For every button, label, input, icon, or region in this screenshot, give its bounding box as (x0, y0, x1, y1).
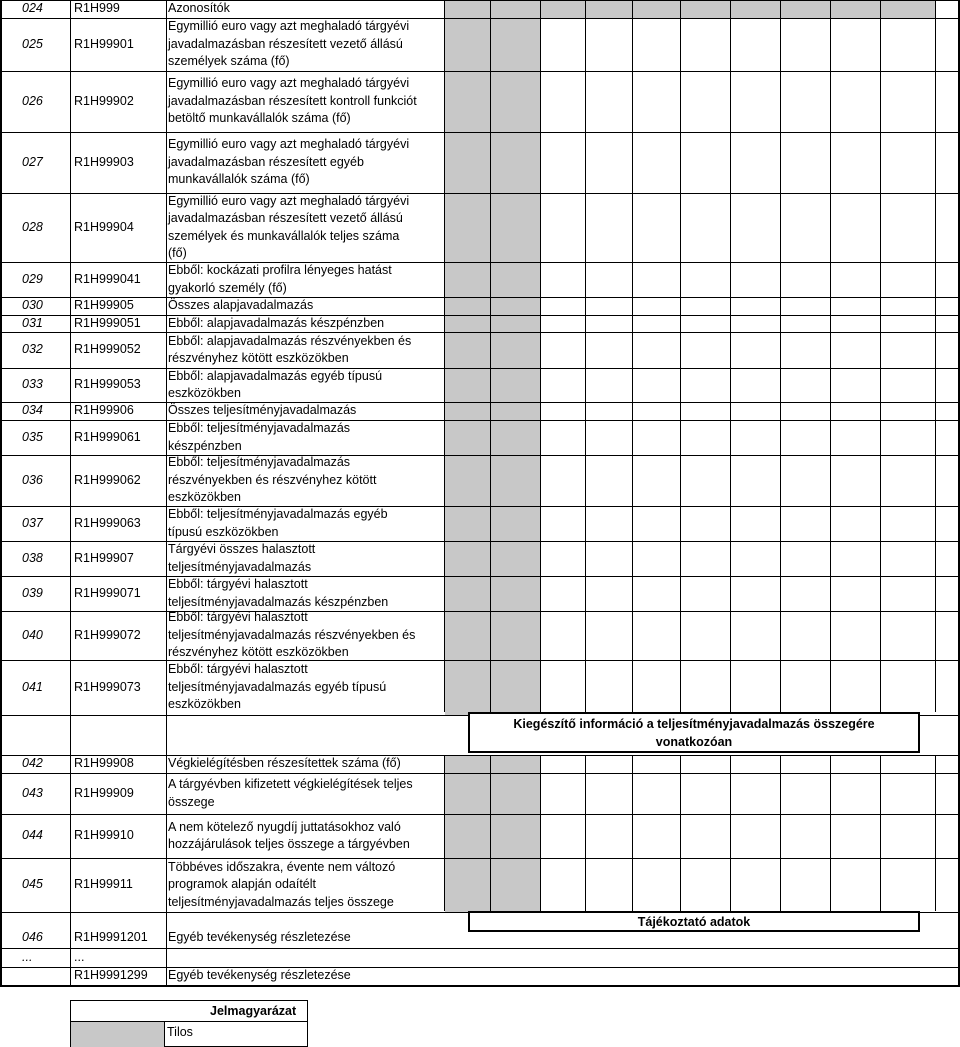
row-description: személyek és munkavállalók teljes száma (168, 228, 400, 243)
row-number: 045 (22, 877, 43, 891)
row-number: 031 (22, 315, 43, 330)
locked-cell (491, 133, 540, 193)
row-code: R1H99911 (74, 877, 133, 891)
row-description: Végkielégítésben részesítettek száma (fő) (168, 756, 401, 771)
row-code: R1H999071 (74, 585, 141, 600)
row-number: 037 (22, 515, 43, 530)
locked-cell (491, 577, 540, 611)
row-description: gyakorló személy (fő) (168, 280, 287, 295)
row-number: 027 (22, 154, 43, 169)
locked-cell (491, 774, 540, 814)
supplementary-info-box (468, 712, 920, 753)
row-description: Ebből: tárgyévi halasztott (168, 610, 308, 625)
column-border (166, 0, 167, 985)
column-border (632, 755, 633, 911)
locked-cell (491, 369, 540, 402)
row-description: Egyéb tevékenység részletezése (168, 968, 351, 983)
locked-cell (445, 298, 490, 315)
row-number: 043 (22, 785, 43, 800)
row-code: R1H999041 (74, 271, 141, 286)
row-description: Ebből: alapjavadalmazás egyéb típusú (168, 368, 383, 383)
row-description: hozzájárulások teljes összege a tárgyévben (168, 837, 410, 851)
row-number: 025 (22, 36, 43, 51)
locked-cell (491, 612, 540, 660)
locked-cell (681, 1, 730, 18)
row-number: 035 (22, 429, 43, 444)
column-border (780, 755, 781, 911)
legend-title: Jelmagyarázat (210, 1004, 297, 1018)
row-description: javadalmazásban részesített egyéb (168, 154, 364, 169)
row-description: Egyéb tevékenység részletezése (168, 930, 351, 945)
row-description: Egymillió euro vagy azt meghaladó tárgyévi (168, 137, 410, 152)
row-code: R1H99906 (74, 403, 134, 417)
supplementary-info-label: Kiegészítő információ a teljesítményjavadalmazás összegére vonatkozóan (513, 717, 875, 749)
row-description: Egymillió euro vagy azt meghaladó tárgyévi (168, 193, 410, 208)
row-code: R1H99908 (74, 756, 134, 770)
row-description: Összes alapjavadalmazás (168, 298, 314, 313)
row-number: 040 (22, 627, 43, 642)
locked-cell (781, 1, 830, 18)
legend-divider (164, 1021, 165, 1047)
row-number: 028 (22, 219, 43, 234)
row-code: R1H999053 (74, 377, 141, 391)
row-description: eszközökben (168, 386, 241, 400)
legend-rule (70, 1021, 308, 1022)
locked-cell (491, 507, 540, 541)
row-description: Ebből: tárgyévi halasztott (168, 662, 308, 677)
locked-cell (881, 1, 935, 18)
locked-cell (491, 815, 540, 858)
column-border (490, 755, 491, 911)
column-border (880, 755, 881, 911)
locked-cell (491, 72, 540, 132)
locked-cell (445, 333, 490, 368)
row-description: Ebből: teljesítményjavadalmazás (168, 455, 351, 470)
row-description: (fő) (168, 246, 187, 260)
row-description: teljesítményjavadalmazás teljes összege (168, 894, 394, 909)
row-description: teljesítményjavadalmazás készpénzben (168, 594, 389, 609)
row-description: Ebből: teljesítményjavadalmazás egyéb (168, 507, 388, 521)
column-border (935, 755, 936, 911)
column-border (730, 0, 731, 712)
locked-cell (491, 19, 540, 71)
row-code: R1H99901 (74, 36, 134, 51)
row-description: Egymillió euro vagy azt meghaladó tárgyévi (168, 76, 410, 91)
locked-cell (491, 756, 540, 773)
row-number: 024 (22, 1, 43, 15)
locked-cell (491, 403, 540, 420)
row-description: teljesítményjavadalmazás részvényekben és (168, 627, 416, 642)
row-description: munkavállalók száma (fő) (168, 172, 310, 187)
locked-cell (445, 815, 490, 858)
informative-data-label: Tájékoztató adatok (637, 915, 751, 929)
locked-cell (445, 19, 490, 71)
informative-data-box (468, 911, 920, 932)
row-number: 036 (22, 472, 43, 487)
table-left-border (0, 0, 2, 985)
row-number: 029 (22, 271, 43, 286)
row-number: 042 (22, 756, 43, 770)
legend-forbidden-swatch (71, 1021, 164, 1047)
row-description: javadalmazásban részesített vezető állású (168, 211, 403, 225)
row-description: Ebből: tárgyévi halasztott (168, 577, 308, 591)
row-code: R1H9991201 (74, 930, 148, 944)
row-description: Egymillió euro vagy azt meghaladó tárgyévi (168, 19, 410, 34)
locked-cell (445, 133, 490, 193)
row-number: 032 (22, 342, 43, 356)
row-code: R1H999072 (74, 627, 141, 642)
column-border (540, 755, 541, 911)
column-border (830, 0, 831, 712)
locked-cell (445, 507, 490, 541)
row-number: 038 (22, 550, 43, 565)
row-description: javadalmazásban részesített vezető állású (168, 36, 403, 51)
row-code: R1H99904 (74, 219, 134, 234)
table-bottom-border (0, 985, 960, 987)
row-number: 046 (22, 930, 43, 944)
locked-cell (445, 859, 490, 912)
column-border (490, 0, 491, 712)
column-border (935, 0, 936, 712)
locked-cell (445, 194, 490, 262)
row-code: R1H999061 (74, 429, 141, 444)
row-description: programok alapján odaítélt (168, 877, 317, 892)
locked-cell (491, 661, 540, 715)
row-code: R1H999051 (74, 315, 141, 330)
row-number: 039 (22, 585, 43, 600)
row-code: ... (74, 949, 85, 964)
locked-cell (491, 542, 540, 576)
row-description: A tárgyévben kifizetett végkielégítések teljes (168, 777, 413, 791)
row-description: Tárgyévi összes halasztott (168, 542, 316, 556)
column-border (585, 755, 586, 911)
row-description: eszközökben (168, 490, 241, 505)
column-border (540, 0, 541, 712)
table-top-border (0, 0, 958, 1)
row-code: R1H99910 (74, 828, 134, 842)
locked-cell (445, 369, 490, 402)
locked-cell (445, 661, 490, 715)
locked-cell (731, 1, 780, 18)
locked-cell (831, 1, 880, 18)
locked-cell (491, 194, 540, 262)
column-border (830, 755, 831, 911)
row-code: R1H999052 (74, 342, 141, 356)
locked-cell (445, 403, 490, 420)
column-border (680, 755, 681, 911)
row-border (0, 948, 958, 949)
column-border (680, 0, 681, 712)
column-border (444, 0, 445, 712)
row-code: R1H999 (74, 1, 120, 15)
row-description: típusú eszközökben (168, 524, 279, 539)
row-number: ... (22, 949, 33, 964)
row-description: összege (168, 794, 215, 809)
column-border (730, 755, 731, 911)
row-code: R1H99903 (74, 154, 134, 169)
column-border (585, 0, 586, 712)
locked-cell (491, 456, 540, 506)
locked-cell (491, 859, 540, 912)
row-description: részvényhez kötött eszközökben (168, 351, 349, 365)
column-border (444, 755, 445, 911)
row-description: betöltő munkavállalók száma (fő) (168, 111, 351, 126)
row-description: A nem kötelező nyugdíj juttatásokhoz való (168, 819, 401, 834)
locked-cell (491, 263, 540, 297)
row-description: Ebből: teljesítményjavadalmazás (168, 421, 351, 435)
row-number: 033 (22, 377, 43, 391)
row-number: 026 (22, 93, 43, 108)
column-border (780, 0, 781, 712)
locked-cell (445, 774, 490, 814)
row-description: teljesítményjavadalmazás egyéb típusú (168, 679, 387, 694)
row-number: 030 (22, 298, 43, 312)
row-description: készpénzben (168, 438, 242, 453)
row-code: R1H99909 (74, 785, 134, 800)
row-code: R1H99907 (74, 550, 134, 565)
locked-cell (445, 421, 490, 455)
row-description: javadalmazásban részesített kontroll funkciót (168, 93, 417, 108)
row-description: részvényekben és részvényhez kötött (168, 472, 377, 487)
locked-cell (445, 1, 490, 18)
locked-cell (445, 542, 490, 576)
locked-cell (445, 577, 490, 611)
locked-cell (491, 421, 540, 455)
column-border (632, 0, 633, 712)
row-code: R1H99905 (74, 298, 134, 312)
row-code: R1H9991299 (74, 968, 148, 982)
row-description: Többéves időszakra, évente nem változó (168, 859, 396, 874)
legend-forbidden-label: Tilos (167, 1025, 193, 1039)
locked-cell (445, 263, 490, 297)
row-description: Azonosítók (168, 1, 230, 16)
column-border (880, 0, 881, 712)
column-border (70, 0, 71, 985)
row-code: R1H999073 (74, 679, 141, 694)
locked-cell (541, 1, 585, 18)
row-number: 034 (22, 403, 43, 417)
locked-cell (586, 1, 632, 18)
row-code: R1H999062 (74, 472, 141, 487)
row-number: 041 (22, 679, 43, 694)
row-number: 044 (22, 828, 43, 842)
locked-cell (491, 1, 540, 18)
row-description: részvényhez kötött eszközökben (168, 645, 349, 660)
row-description: Összes teljesítményjavadalmazás (168, 403, 357, 418)
locked-cell (445, 316, 490, 332)
locked-cell (633, 1, 680, 18)
row-description: Ebből: alapjavadalmazás készpénzben (168, 315, 385, 330)
locked-cell (491, 298, 540, 315)
locked-cell (445, 456, 490, 506)
row-description: Ebből: alapjavadalmazás részvényekben és (168, 333, 412, 348)
row-description: személyek száma (fő) (168, 54, 290, 69)
row-description: eszközökben (168, 697, 241, 712)
locked-cell (445, 756, 490, 773)
locked-cell (445, 72, 490, 132)
row-description: Ebből: kockázati profilra lényeges hatást (168, 263, 392, 277)
row-description: teljesítményjavadalmazás (168, 559, 312, 574)
locked-cell (491, 316, 540, 332)
locked-cell (445, 612, 490, 660)
row-code: R1H99902 (74, 93, 134, 108)
row-code: R1H999063 (74, 515, 141, 530)
locked-cell (491, 333, 540, 368)
